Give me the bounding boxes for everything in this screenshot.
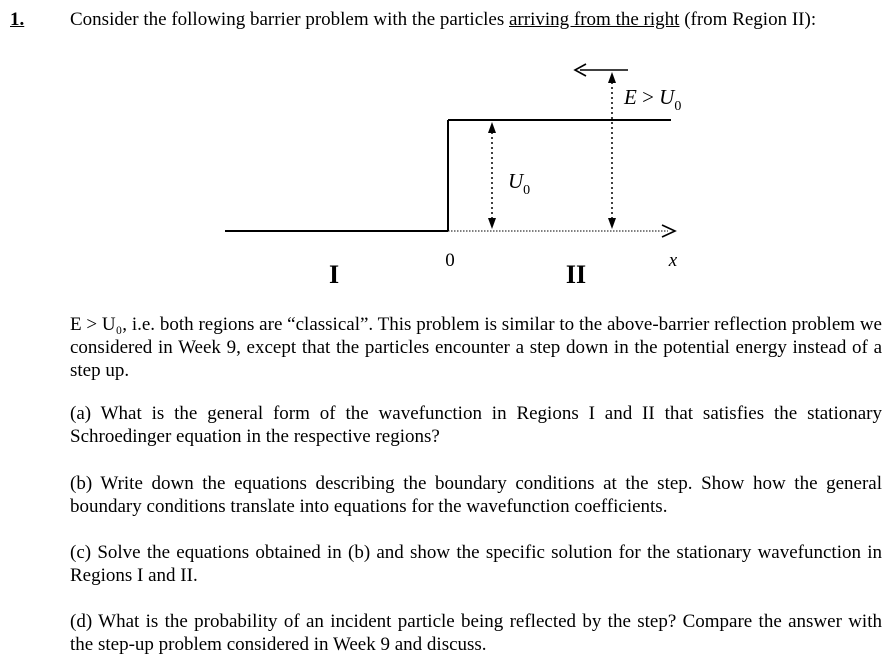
part-c-question: (c) Solve the equations obtained in (b) and show the specific solution for the stationary wavefunction in Regions I and II. bbox=[70, 542, 882, 586]
intro-text-start: Consider the following barrier problem with the particles bbox=[70, 9, 509, 30]
x-axis-arrowhead bbox=[662, 225, 675, 237]
energy-condition-paragraph: E > U₀, i.e. both regions are “classical”. This problem is similar to the above-barrier reflection problem we considered in Week 9, except that the particles encounter a step down in the potential energy instead of a step up. bbox=[70, 314, 882, 381]
intro-text-underlined: arriving from the right bbox=[509, 9, 680, 30]
energy-label: $E > U_0$ bbox=[624, 85, 682, 114]
intro-text-end: (from Region II): bbox=[679, 9, 817, 30]
x-axis-label: x bbox=[668, 250, 678, 271]
step-height-arrowhead-up bbox=[488, 122, 496, 133]
origin-label: 0 bbox=[445, 250, 455, 271]
part-a-question: (a) What is the general form of the wavefunction in Regions I and II that satisfies the stationary Schroedinger equation in the respective regions? bbox=[70, 403, 882, 447]
step-height-label: $U_0$ bbox=[508, 169, 531, 198]
region-1-label: I bbox=[328, 260, 340, 289]
region-2-label: II bbox=[565, 260, 587, 289]
part-d-question: (d) What is the probability of an incident particle being reflected by the step? Compare the answer with the step-up problem considered in Week 9 and discuss. bbox=[70, 611, 882, 655]
potential-step-figure bbox=[0, 0, 894, 300]
part-b-question: (b) Write down the equations describing the boundary conditions at the step. Show how the general boundary conditions translate into equations for the wavefunction coefficients. bbox=[70, 473, 882, 517]
step-height-arrowhead-down bbox=[488, 218, 496, 229]
energy-arrowhead-up bbox=[608, 72, 616, 83]
energy-arrowhead-down bbox=[608, 218, 616, 229]
question-number: 1. bbox=[10, 9, 25, 30]
